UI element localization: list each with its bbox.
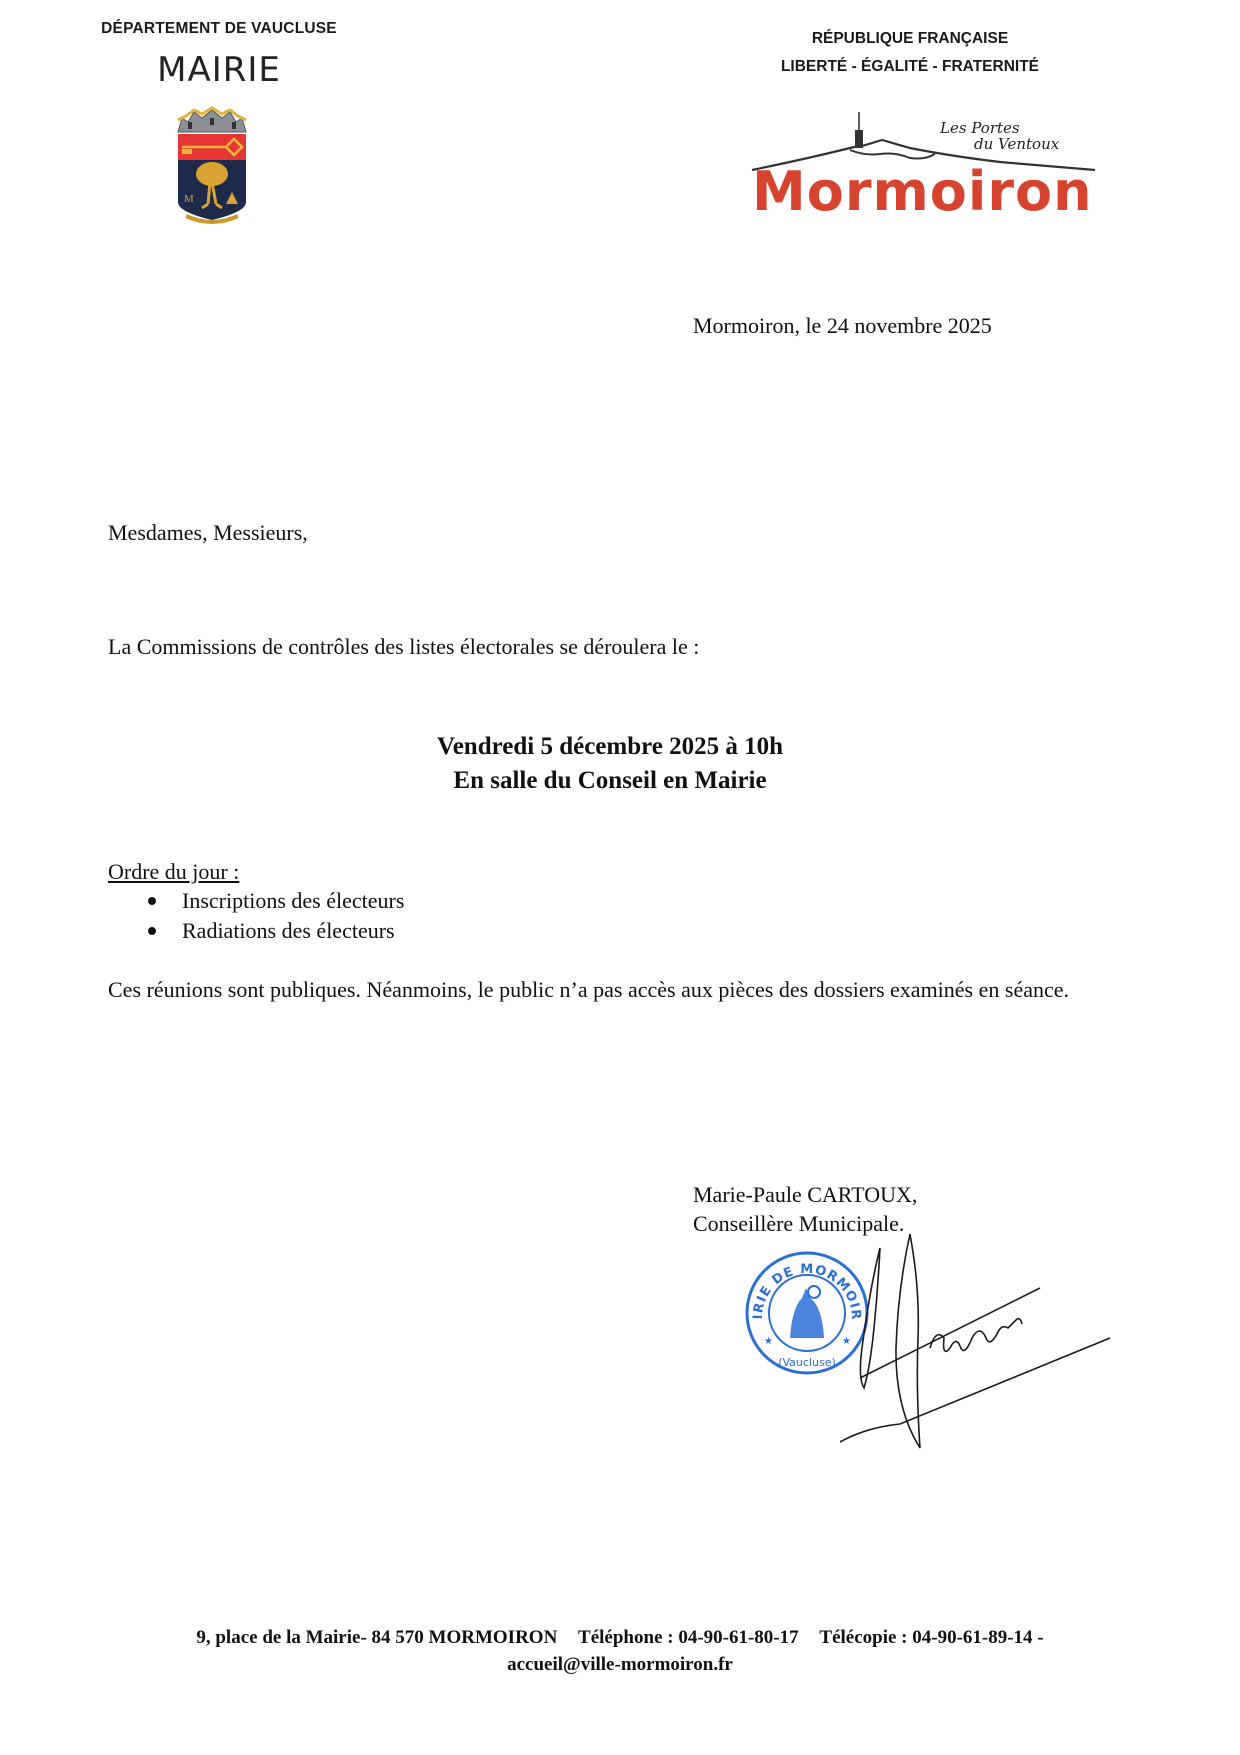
- agenda-list: [108, 886, 404, 946]
- signer-role: Conseillère Municipale.: [693, 1211, 905, 1236]
- department-label: DÉPARTEMENT DE VAUCLUSE: [101, 20, 337, 37]
- event-date-time: Vendredi 5 décembre 2025 à 10h: [436, 733, 784, 760]
- footer-email[interactable]: accueil@ville-mormoiron.fr: [507, 1654, 733, 1675]
- logo-tagline: [940, 120, 1059, 152]
- handwritten-signature: [840, 1228, 1120, 1468]
- signer-name: Marie-Paule CARTOUX,: [693, 1182, 918, 1207]
- place-date: Mormoiron, le 24 novembre 2025: [693, 313, 992, 338]
- bullet-icon: [148, 927, 156, 935]
- footer-address: 9, place de la Mairie- 84 570 MORMOIRON: [196, 1627, 558, 1648]
- republic-motto: LIBERTÉ - ÉGALITÉ - FRATERNITÉ: [780, 58, 1040, 75]
- republic-label: RÉPUBLIQUE FRANÇAISE: [811, 30, 1009, 47]
- footer-line1: [100, 1624, 1140, 1651]
- republic-heading: [740, 25, 1080, 81]
- logo-tagline-line2: du Ventoux: [974, 135, 1060, 153]
- public-note: Ces réunions sont publiques. Néanmoins, le public n’a pas accès aux pièces des dossiers examinés en séance.: [108, 977, 1070, 1002]
- mairie-title: MAIRIE: [157, 50, 281, 90]
- event-location: En salle du Conseil en Mairie: [453, 767, 767, 794]
- event-block: [200, 730, 1020, 798]
- agenda-item-text: Inscriptions des électeurs: [182, 888, 405, 913]
- agenda-item-text: Radiations des électeurs: [182, 918, 395, 943]
- footer: [100, 1624, 1140, 1678]
- bullet-icon: [148, 897, 156, 905]
- agenda-item: [108, 886, 404, 916]
- svg-text:MAIRIE DE MORMOIRON: IRIE DE MORMOIR: [750, 1261, 864, 1321]
- greeting: Mesdames, Messieurs,: [108, 520, 308, 545]
- intro-paragraph: La Commissions de contrôles des listes électorales se déroulera le :: [108, 634, 700, 659]
- footer-fax: Télécopie : 04-90-61-89-14 -: [819, 1627, 1044, 1648]
- svg-text:★: ★: [764, 1336, 773, 1347]
- svg-text:★: ★: [842, 1336, 851, 1347]
- logo-tagline-line1: Les Portes: [940, 119, 1020, 137]
- footer-phone: Téléphone : 04-90-61-80-17: [578, 1627, 799, 1648]
- coat-of-arms-icon: [172, 104, 252, 226]
- svg-text:M: M: [184, 193, 194, 205]
- logo-name: Mormoiron: [752, 160, 1093, 223]
- agenda-item: [108, 916, 404, 946]
- agenda-title: Ordre du jour :: [108, 859, 240, 884]
- svg-text:(Vaucluse): (Vaucluse): [778, 1356, 836, 1369]
